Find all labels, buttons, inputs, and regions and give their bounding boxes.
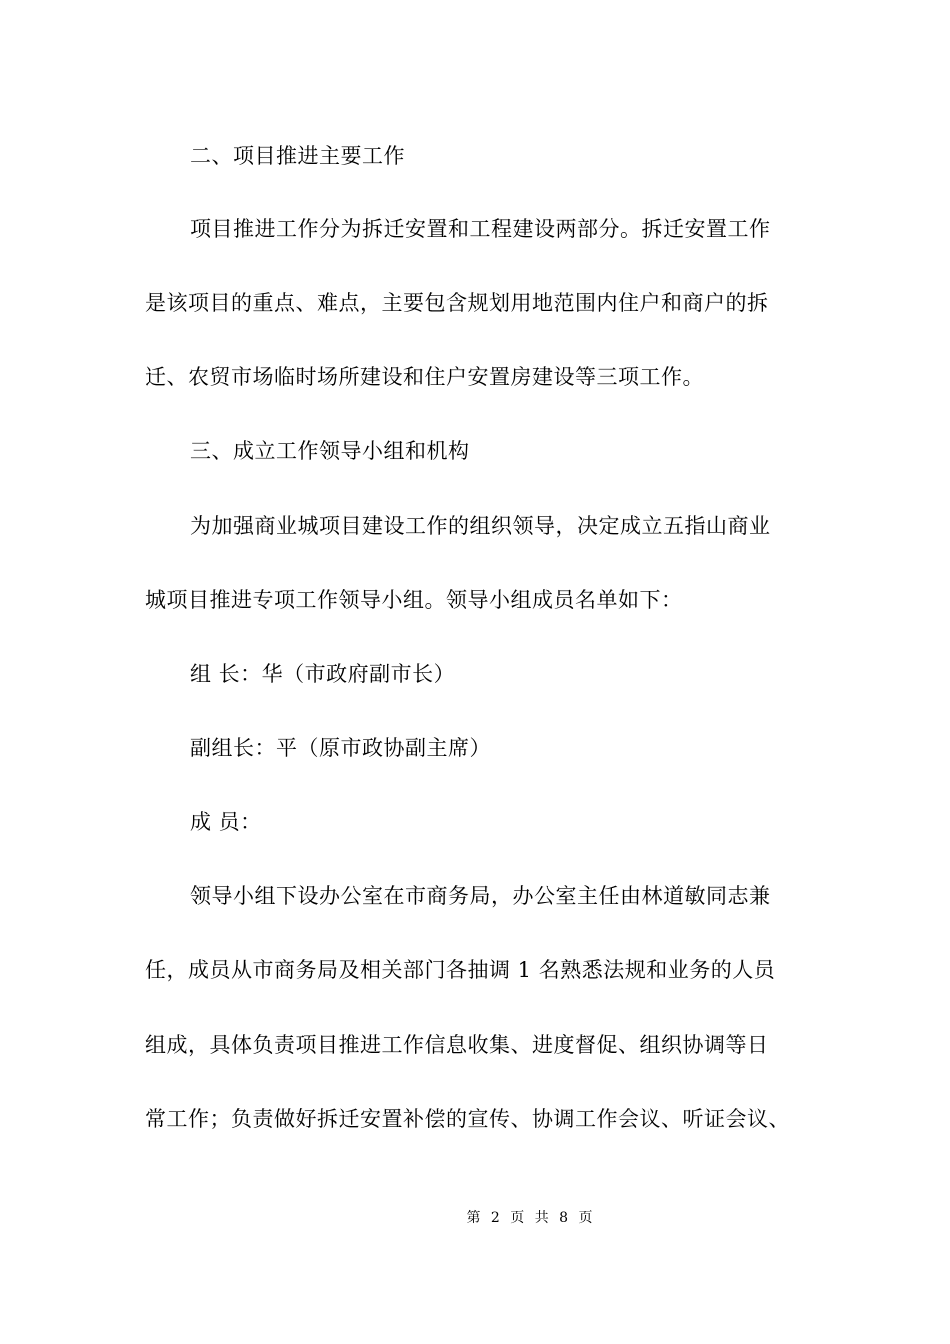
page-footer [0,1208,950,1228]
member-members-line: 成 员： [190,810,262,834]
paragraph-line: 城项目推进专项工作领导小组。领导小组成员名单如下： [145,588,683,612]
page-number [464,1208,595,1228]
paragraph-line: 领导小组下设办公室在市商务局，办公室主任由林道敏同志兼 [190,884,771,908]
footer-prefix: 第 [466,1210,482,1226]
footer-total-pages: 8 [559,1210,570,1226]
paragraph-line: 是该项目的重点、难点，主要包含规划用地范围内住户和商户的拆 [145,291,769,315]
member-leader-line: 组 长：华（市政府副市长） [190,662,456,686]
member-deputy-line: 副组长：平（原市政协副主席） [190,736,491,760]
paragraph-line: 项目推进工作分为拆迁安置和工程建设两部分。拆迁安置工作 [190,217,771,241]
paragraph-line: 常工作；负责做好拆迁安置补偿的宣传、协调工作会议、听证会议、 [145,1107,790,1131]
paragraph-line: 迁、农贸市场临时场所建设和住户安置房建设等三项工作。 [145,365,704,389]
footer-current-page: 2 [490,1210,501,1226]
paragraph-line: 任，成员从市商务局及相关部门各抽调 1 名熟悉法规和业务的人员 [145,958,776,982]
paragraph-line: 组成，具体负责项目推进工作信息收集、进度督促、组织协调等日 [145,1033,769,1057]
section-heading-3: 三、成立工作领导小组和机构 [190,439,470,463]
footer-suffix: 页 [578,1210,594,1226]
footer-mid2: 共 [534,1210,550,1226]
footer-mid1: 页 [510,1210,526,1226]
paragraph-line: 为加强商业城项目建设工作的组织领导，决定成立五指山商业 [190,514,771,538]
section-heading-2: 二、项目推进主要工作 [190,144,405,168]
